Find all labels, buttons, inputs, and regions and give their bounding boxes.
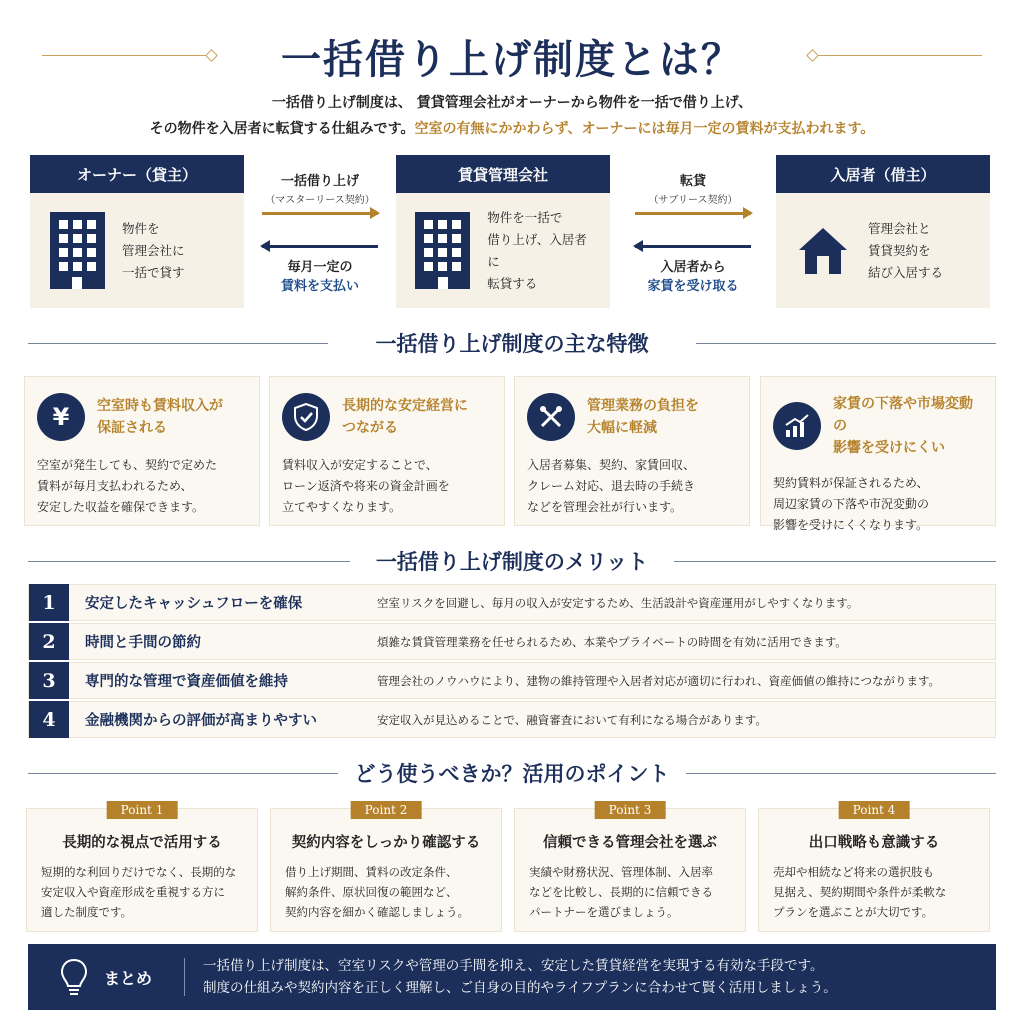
merit-row-2	[28, 623, 996, 660]
arrow1-back-sub: 賃料を支払い	[280, 279, 359, 294]
intro-line-2b: 空室の有無にかかわらず、オーナーには毎月一定の賃料が支払われます。	[414, 121, 875, 137]
house-icon	[788, 224, 858, 278]
merit-title: 金融機関からの評価が高まりやすい	[85, 713, 317, 729]
title-row	[0, 28, 1024, 84]
intro-text	[0, 90, 1024, 142]
tools-icon	[527, 393, 575, 441]
flow-arrow-group-2	[630, 170, 756, 294]
point-desc: 売却や相続など将来の選択肢も 見据え、契約期間や条件が柔軟な プランを選ぶことが大切です。	[773, 865, 947, 919]
feature-card-2	[269, 376, 505, 526]
points-heading-row	[0, 758, 1024, 788]
flow-company-box	[396, 155, 610, 308]
feature-title: 管理業務の負担を 大幅に軽減	[587, 398, 699, 436]
feature-title: 家賃の下落や市場変動の 影響を受けにくい	[833, 396, 973, 456]
point-title: 信頼できる管理会社を選ぶ	[543, 835, 717, 851]
flow-company-text: 物件を一括で 借り上げ、入居者に 転貸する	[487, 209, 587, 291]
arrow2-back-sub: 家賃を受け取る	[647, 279, 739, 294]
merit-number: 3	[29, 662, 69, 699]
point-tag: Point 2	[351, 801, 422, 819]
merit-number: 4	[29, 701, 69, 738]
summary-text: 一括借り上げ制度は、空室リスクや管理の手間を抑え、安定した賃貸経営を実現する有効な手段です。 制度の仕組みや契約内容を正しく理解し、ご自身の目的やライフプランに合わせて賢く活用しましょう。	[203, 958, 837, 996]
merit-row-4	[28, 701, 996, 738]
merits-heading: 一括借り上げ制度のメリット	[360, 546, 664, 576]
point-desc: 短期的な利回りだけでなく、長期的な 安定収入や資産形成を重視する方に 適した制度です。	[41, 865, 237, 919]
shield-check-icon	[282, 393, 330, 441]
flow-tenant-header: 入居者（借主）	[776, 155, 990, 193]
summary-divider	[184, 958, 185, 996]
point-title: 長期的な視点で活用する	[62, 835, 222, 851]
lightbulb-icon	[44, 957, 104, 997]
arrow-left-icon	[635, 245, 751, 248]
flow-tenant-box	[776, 155, 990, 308]
arrow1-back-label: 毎月一定の	[287, 260, 353, 275]
feature-card-4	[760, 376, 996, 532]
point-card-1	[26, 803, 258, 932]
point-tag: Point 3	[595, 801, 666, 819]
merit-title: 時間と手間の節約	[85, 635, 201, 651]
feature-desc: 入居者募集、契約、家賃回収、 クレーム対応、退去時の手続き などを管理会社が行います。	[527, 458, 696, 514]
merit-desc: 安定収入が見込めることで、融資審査において有利になる場合があります。	[377, 712, 767, 727]
point-card-2	[270, 803, 502, 932]
feature-card-1	[24, 376, 260, 526]
flow-tenant-text: 管理会社と 賃貸契約を 結び入居する	[868, 220, 944, 280]
building-icon	[408, 212, 477, 289]
page-title: 一括借り上げ制度とは？	[281, 35, 743, 83]
summary-bar	[28, 944, 996, 1010]
flow-owner-header: オーナー（貸主）	[30, 155, 244, 193]
merit-desc: 管理会社のノウハウにより、建物の維持管理や入居者対応が適切に行われ、資産価値の維持につながります。	[377, 673, 941, 688]
point-card-3	[514, 803, 746, 932]
feature-title: 長期的な安定経営に つながる	[342, 398, 468, 436]
title-ornament-right	[812, 55, 982, 56]
point-tag: Point 4	[839, 801, 910, 819]
yen-icon: ¥	[37, 393, 85, 441]
flow-owner-box	[30, 155, 244, 308]
features-heading: 一括借り上げ制度の主な特徴	[360, 328, 665, 358]
points-heading: どう使うべきか？活用のポイント	[339, 758, 686, 788]
flow-owner-text: 物件を 管理会社に 一括で貸す	[122, 220, 185, 280]
arrow-right-icon	[635, 212, 751, 215]
feature-desc: 賃料収入が安定することで、 ローン返済や将来の資金計画を 立てやすくなります。	[282, 458, 450, 514]
feature-desc: 空室が発生しても、契約で定めた 賃料が毎月支払われるため、 安定した収益を確保できます。	[37, 458, 218, 514]
building-icon	[42, 212, 112, 289]
feature-card-3	[514, 376, 750, 526]
merit-row-3	[28, 662, 996, 699]
merit-desc: 空室リスクを回避し、毎月の収入が安定するため、生活設計や資産運用がしやすくなります。	[377, 595, 859, 610]
point-card-4	[758, 803, 990, 932]
intro-line-2	[0, 116, 1024, 142]
merits-heading-row	[0, 546, 1024, 576]
merit-row-1	[28, 584, 996, 621]
title-ornament-left	[42, 55, 212, 56]
flow-company-header: 賃貸管理会社	[396, 155, 610, 193]
merit-number: 1	[29, 584, 69, 621]
feature-desc: 契約賃料が保証されるため、 周辺家賃の下落や市況変動の 影響を受けにくくなります。	[773, 476, 930, 532]
arrow1-label: 一括借り上げ	[280, 174, 359, 189]
arrow2-back-label: 入居者から	[660, 260, 726, 275]
arrow2-sub: （サブリース契約）	[648, 195, 738, 206]
arrow2-label: 転貸	[679, 174, 706, 189]
feature-title: 空室時も賃料収入が 保証される	[97, 398, 223, 436]
point-tag: Point 1	[107, 801, 178, 819]
features-heading-row	[0, 328, 1024, 358]
merit-title: 安定したキャッシュフローを確保	[85, 596, 303, 612]
intro-line-2a: その物件を入居者に転貸する仕組みです。	[149, 121, 415, 137]
point-title: 出口戦略も意識する	[808, 835, 940, 851]
merit-number: 2	[29, 623, 69, 660]
point-desc: 借り上げ期間、賃料の改定条件、 解約条件、原状回復の範囲など、 契約内容を細かく確認しましょう。	[285, 865, 469, 919]
intro-line-1: 一括借り上げ制度は、 賃貸管理会社がオーナーから物件を一括で借り上げ、	[271, 95, 753, 111]
arrow-right-icon	[262, 212, 378, 215]
summary-label: まとめ	[104, 968, 153, 988]
flow-arrow-group-1	[258, 170, 382, 294]
point-desc: 実績や財務状況、管理体制、入居率 などを比較し、長期的に信頼できる パートナーを選びましょう。	[529, 865, 713, 919]
chart-up-icon	[773, 402, 821, 450]
arrow-left-icon	[262, 245, 378, 248]
point-title: 契約内容をしっかり確認する	[291, 835, 481, 851]
merit-desc: 煩雑な賃貸管理業務を任せられるため、本業やプライベートの時間を有効に活用できます。	[377, 634, 847, 649]
arrow1-sub: （マスターリース契約）	[265, 195, 375, 206]
merit-title: 専門的な管理で資産価値を維持	[85, 674, 288, 690]
